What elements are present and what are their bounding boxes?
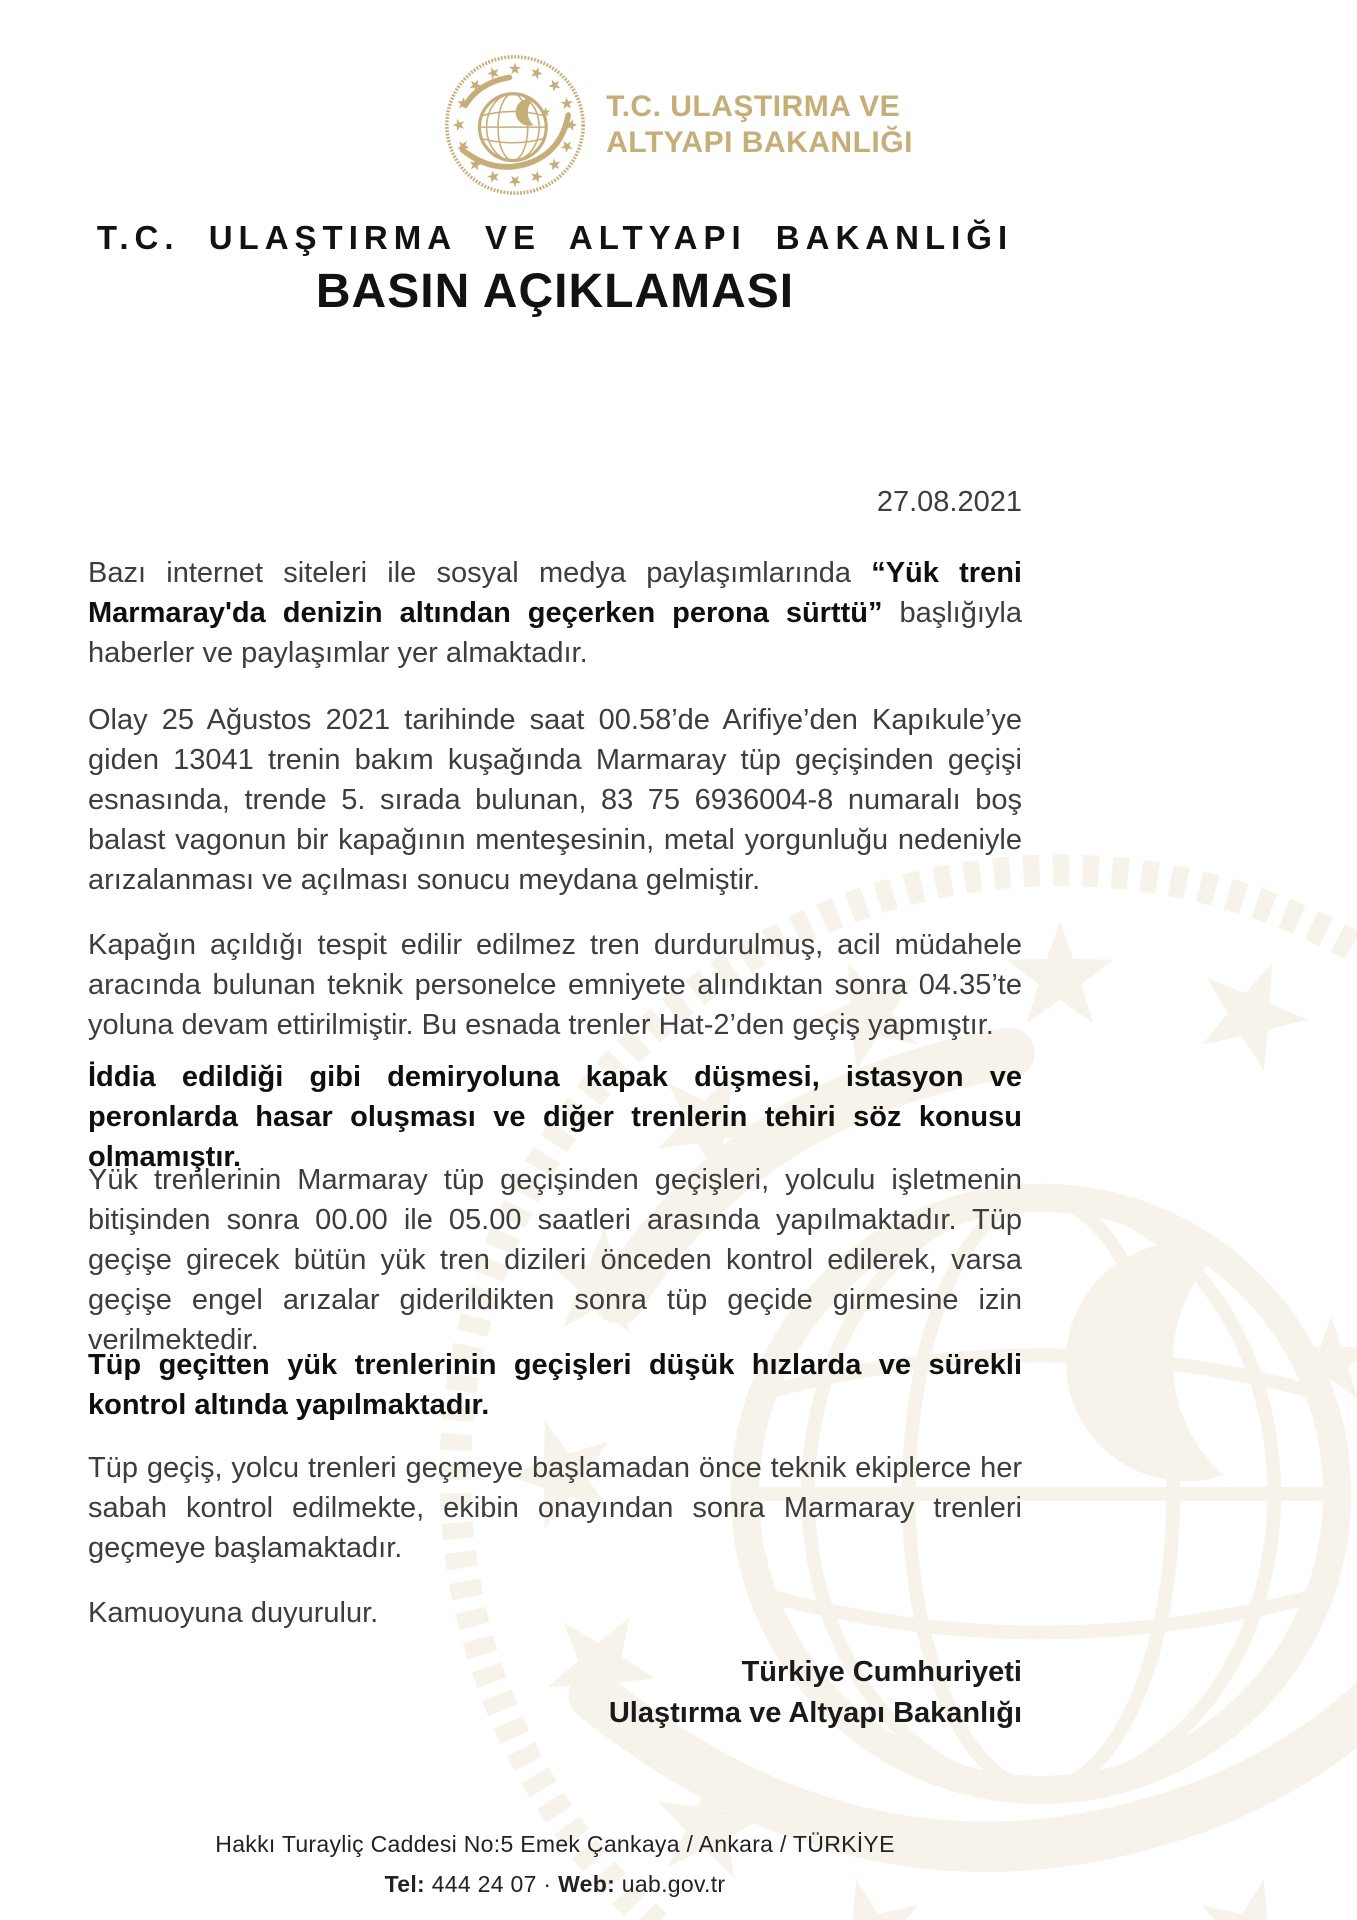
logo-wordmark-line2: ALTYAPI BAKANLIĞI bbox=[606, 126, 913, 159]
paragraph-4-bold: İddia edildiği gibi demiryoluna kapak düşmesi, istasyon ve peronlarda hasar oluşması ve diğer trenlerin tehiri söz konusu olmamıştır. bbox=[88, 1061, 1022, 1173]
footer bbox=[88, 1831, 1022, 1898]
dot-separator-icon: · bbox=[543, 1871, 552, 1897]
logo-wordmark bbox=[606, 89, 913, 161]
signature-block bbox=[88, 1652, 1022, 1734]
signature-line2: Ulaştırma ve Altyapı Bakanlığı bbox=[608, 1697, 1022, 1729]
footer-address: Hakkı Turayliç Caddesi No:5 Emek Çankaya / Ankara / TÜRKİYE bbox=[215, 1831, 895, 1857]
web-label: Web: bbox=[558, 1871, 616, 1897]
paragraph-2: Olay 25 Ağustos 2021 tarihinde saat 00.58’de Arifiye’den Kapıkule’ye giden 13041 trenin bakım kuşağında Marmaray tüp geçişinden geçişi esnasında, trende 5. sırada bulunan, 83 75 6936004-8 numaralı boş balast vagonun bir kapağının menteşesinin, metal yorgunluğu nedeniyle arızalanması ve açılması sonucu meydana gelmiştir. bbox=[88, 704, 1022, 896]
logo-wordmark-line1: T.C. ULAŞTIRMA VE bbox=[606, 90, 901, 123]
paragraph-1-quote: “Yük treni Marmaray'da denizin altından geçerken perona sürttü” bbox=[88, 557, 1022, 629]
ministry-emblem-icon bbox=[444, 54, 586, 196]
date: 27.08.2021 bbox=[876, 486, 1022, 518]
footer-contact bbox=[88, 1871, 1022, 1898]
paragraph-7: Tüp geçiş, yolcu trenleri geçmeye başlamadan önce teknik ekiplerce her sabah kontrol edilmekte, ekibin onayından sonra Marmaray trenleri geçmeye başlamaktadır. bbox=[88, 1452, 1022, 1564]
paragraph-1-text: Bazı internet siteleri ile sosyal medya paylaşımlarında bbox=[88, 557, 872, 589]
paragraph-1 bbox=[88, 553, 1022, 673]
paragraph-5: Yük trenlerinin Marmaray tüp geçişinden geçişleri, yolculu işletmenin bitişinden sonra 00.00 ile 05.00 saatleri arasında yapılmaktadır. Tüp geçişe girecek bütün yük tren dizileri önceden kontrol edilerek, varsa geçişe engel arızalar giderildikten sonra tüp geçide girmesine izin verilmektedir. bbox=[88, 1164, 1022, 1356]
tel-number: 444 24 07 bbox=[431, 1871, 537, 1897]
paragraph-6-bold: Tüp geçitten yük trenlerinin geçişleri düşük hızlarda ve sürekli kontrol altında yapılmaktadır. bbox=[88, 1349, 1022, 1421]
ministry-title: T.C. ULAŞTIRMA VE ALTYAPI BAKANLIĞI bbox=[96, 219, 1014, 256]
paragraph-3: Kapağın açıldığı tespit edilir edilmez tren durdurulmuş, acil müdahele aracında bulunan teknik personelce emniyete alındıktan sonra 04.35’te yoluna devam ettirilmiştir. Bu esnada trenler Hat-2’den geçiş yapmıştır. bbox=[88, 929, 1022, 1041]
paragraph-1-text-end: başlığıyla haberler ve paylaşımlar yer almaktadır. bbox=[88, 597, 1022, 669]
web-address: uab.gov.tr bbox=[621, 1871, 726, 1897]
signature-line1: Türkiye Cumhuriyeti bbox=[741, 1656, 1022, 1688]
tel-label: Tel: bbox=[384, 1871, 425, 1897]
closing-line: Kamuoyuna duyurulur. bbox=[88, 1597, 379, 1629]
document-title: BASIN AÇIKLAMASI bbox=[315, 265, 795, 318]
header-logo-block bbox=[0, 54, 1357, 196]
